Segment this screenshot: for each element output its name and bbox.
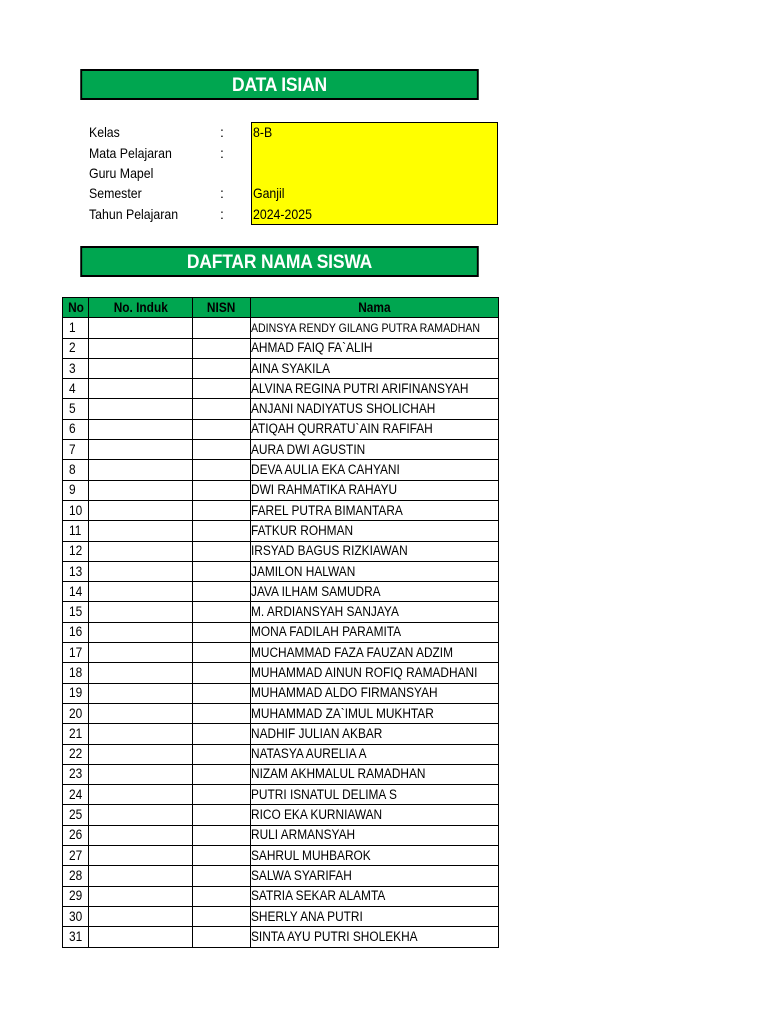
nama-cell: JAMILON HALWAN <box>251 561 499 581</box>
no-induk-cell[interactable] <box>89 399 193 419</box>
nisn-cell[interactable] <box>193 825 251 845</box>
nama-cell: FATKUR ROHMAN <box>251 521 499 541</box>
table-row <box>63 379 499 399</box>
daftar-nama-siswa-title: DAFTAR NAMA SISWA <box>186 252 373 273</box>
nisn-cell[interactable] <box>193 358 251 378</box>
table-row <box>63 663 499 683</box>
nisn-cell[interactable] <box>193 927 251 947</box>
nisn-cell[interactable] <box>193 419 251 439</box>
row-number: 17 <box>63 643 89 663</box>
daftar-nama-siswa-banner <box>80 246 478 277</box>
table-row <box>63 927 499 947</box>
table-header-row <box>63 298 499 318</box>
nama-cell: AINA SYAKILA <box>251 358 499 378</box>
no-induk-cell[interactable] <box>89 379 193 399</box>
row-number: 24 <box>63 785 89 805</box>
no-induk-cell[interactable] <box>89 622 193 642</box>
nisn-cell[interactable] <box>193 379 251 399</box>
table-row <box>63 764 499 784</box>
no-induk-cell[interactable] <box>89 440 193 460</box>
no-induk-cell[interactable] <box>89 521 193 541</box>
header-nama: Nama <box>251 298 499 318</box>
table-row <box>63 541 499 561</box>
nama-cell: SALWA SYARIFAH <box>251 866 499 886</box>
nisn-cell[interactable] <box>193 764 251 784</box>
nisn-cell[interactable] <box>193 440 251 460</box>
row-number: 8 <box>63 460 89 480</box>
nisn-cell[interactable] <box>193 866 251 886</box>
no-induk-cell[interactable] <box>89 358 193 378</box>
nama-cell: M. ARDIANSYAH SANJAYA <box>251 602 499 622</box>
nama-cell: IRSYAD BAGUS RIZKIAWAN <box>251 541 499 561</box>
no-induk-cell[interactable] <box>89 643 193 663</box>
no-induk-cell[interactable] <box>89 561 193 581</box>
nisn-cell[interactable] <box>193 561 251 581</box>
nisn-cell[interactable] <box>193 399 251 419</box>
no-induk-cell[interactable] <box>89 703 193 723</box>
nama-cell: ADINSYA RENDY GILANG PUTRA RAMADHAN <box>251 318 499 338</box>
table-row <box>63 318 499 338</box>
row-number: 28 <box>63 866 89 886</box>
header-no-induk: No. Induk <box>89 298 193 318</box>
nama-cell: RULI ARMANSYAH <box>251 825 499 845</box>
table-row <box>63 460 499 480</box>
nama-cell: ALVINA REGINA PUTRI ARIFINANSYAH <box>251 379 499 399</box>
row-number: 19 <box>63 683 89 703</box>
nisn-cell[interactable] <box>193 460 251 480</box>
row-number: 18 <box>63 663 89 683</box>
semester-label: Semester <box>89 185 142 201</box>
semester-value[interactable]: Ganjil <box>253 185 285 201</box>
table-row <box>63 785 499 805</box>
nisn-cell[interactable] <box>193 602 251 622</box>
table-row <box>63 886 499 906</box>
nisn-cell[interactable] <box>193 500 251 520</box>
row-number: 14 <box>63 582 89 602</box>
no-induk-cell[interactable] <box>89 663 193 683</box>
no-induk-cell[interactable] <box>89 582 193 602</box>
nama-cell: AHMAD FAIQ FA`ALIH <box>251 338 499 358</box>
nisn-cell[interactable] <box>193 703 251 723</box>
table-row <box>63 440 499 460</box>
table-row <box>63 582 499 602</box>
nisn-cell[interactable] <box>193 886 251 906</box>
nama-cell: ANJANI NADIYATUS SHOLICHAH <box>251 399 499 419</box>
table-row <box>63 643 499 663</box>
no-induk-cell[interactable] <box>89 500 193 520</box>
table-row <box>63 399 499 419</box>
nisn-cell[interactable] <box>193 805 251 825</box>
nama-cell: SATRIA SEKAR ALAMTA <box>251 886 499 906</box>
header-no: No <box>63 298 89 318</box>
tahun-label: Tahun Pelajaran <box>89 206 179 222</box>
no-induk-cell[interactable] <box>89 480 193 500</box>
kelas-value[interactable]: 8-B <box>253 124 273 140</box>
row-number: 15 <box>63 602 89 622</box>
nisn-cell[interactable] <box>193 724 251 744</box>
nisn-cell[interactable] <box>193 744 251 764</box>
data-isian-title: DATA ISIAN <box>232 75 327 96</box>
nama-cell: PUTRI ISNATUL DELIMA S <box>251 785 499 805</box>
row-number: 3 <box>63 358 89 378</box>
table-row <box>63 419 499 439</box>
header-nisn: NISN <box>193 298 251 318</box>
row-number: 5 <box>63 399 89 419</box>
nisn-cell[interactable] <box>193 541 251 561</box>
table-row <box>63 602 499 622</box>
row-number: 29 <box>63 886 89 906</box>
nama-cell: MUHAMMAD ZA`IMUL MUKHTAR <box>251 703 499 723</box>
table-row <box>63 480 499 500</box>
row-number: 13 <box>63 561 89 581</box>
row-number: 22 <box>63 744 89 764</box>
mapel-colon: : <box>220 145 224 161</box>
row-number: 7 <box>63 440 89 460</box>
nisn-cell[interactable] <box>193 643 251 663</box>
row-number: 20 <box>63 703 89 723</box>
table-row <box>63 338 499 358</box>
row-number: 30 <box>63 906 89 926</box>
no-induk-cell[interactable] <box>89 846 193 866</box>
tahun-colon: : <box>220 206 224 222</box>
nisn-cell[interactable] <box>193 683 251 703</box>
table-row <box>63 866 499 886</box>
no-induk-cell[interactable] <box>89 318 193 338</box>
data-isian-banner <box>80 69 478 100</box>
nama-cell: SAHRUL MUHBAROK <box>251 846 499 866</box>
row-number: 4 <box>63 379 89 399</box>
row-number: 10 <box>63 500 89 520</box>
mapel-label: Mata Pelajaran <box>89 145 172 161</box>
table-row <box>63 683 499 703</box>
row-number: 12 <box>63 541 89 561</box>
row-number: 26 <box>63 825 89 845</box>
no-induk-cell[interactable] <box>89 683 193 703</box>
nama-cell: MONA FADILAH PARAMITA <box>251 622 499 642</box>
table-row <box>63 500 499 520</box>
no-induk-cell[interactable] <box>89 825 193 845</box>
nama-cell: ATIQAH QURRATU`AIN RAFIFAH <box>251 419 499 439</box>
no-induk-cell[interactable] <box>89 866 193 886</box>
nama-cell: DWI RAHMATIKA RAHAYU <box>251 480 499 500</box>
row-number: 21 <box>63 724 89 744</box>
table-row <box>63 805 499 825</box>
nama-cell: MUHAMMAD AINUN ROFIQ RAMADHANI <box>251 663 499 683</box>
table-row <box>63 906 499 926</box>
row-number: 16 <box>63 622 89 642</box>
row-number: 27 <box>63 846 89 866</box>
no-induk-cell[interactable] <box>89 744 193 764</box>
row-number: 1 <box>63 318 89 338</box>
nama-cell: SHERLY ANA PUTRI <box>251 906 499 926</box>
nama-cell: MUCHAMMAD FAZA FAUZAN ADZIM <box>251 643 499 663</box>
nama-cell: AURA DWI AGUSTIN <box>251 440 499 460</box>
no-induk-cell[interactable] <box>89 764 193 784</box>
nama-cell: NADHIF JULIAN AKBAR <box>251 724 499 744</box>
nama-cell: FAREL PUTRA BIMANTARA <box>251 500 499 520</box>
tahun-value[interactable]: 2024-2025 <box>253 206 312 222</box>
table-row <box>63 521 499 541</box>
kelas-colon: : <box>220 124 224 140</box>
table-row <box>63 744 499 764</box>
nisn-cell[interactable] <box>193 663 251 683</box>
guru-label: Guru Mapel <box>89 165 154 181</box>
row-number: 11 <box>63 521 89 541</box>
nisn-cell[interactable] <box>193 480 251 500</box>
no-induk-cell[interactable] <box>89 602 193 622</box>
student-table <box>62 297 499 948</box>
row-number: 2 <box>63 338 89 358</box>
nama-cell: RICO EKA KURNIAWAN <box>251 805 499 825</box>
table-row <box>63 724 499 744</box>
nama-cell: NATASYA AURELIA A <box>251 744 499 764</box>
nisn-cell[interactable] <box>193 846 251 866</box>
table-row <box>63 561 499 581</box>
no-induk-cell[interactable] <box>89 927 193 947</box>
no-induk-cell[interactable] <box>89 338 193 358</box>
nisn-cell[interactable] <box>193 318 251 338</box>
table-row <box>63 358 499 378</box>
nisn-cell[interactable] <box>193 906 251 926</box>
no-induk-cell[interactable] <box>89 541 193 561</box>
no-induk-cell[interactable] <box>89 805 193 825</box>
nama-cell: NIZAM AKHMALUL RAMADHAN <box>251 764 499 784</box>
nama-cell: MUHAMMAD ALDO FIRMANSYAH <box>251 683 499 703</box>
nisn-cell[interactable] <box>193 521 251 541</box>
nama-cell: SINTA AYU PUTRI SHOLEKHA <box>251 927 499 947</box>
nama-cell: JAVA ILHAM SAMUDRA <box>251 582 499 602</box>
nisn-cell[interactable] <box>193 338 251 358</box>
table-row <box>63 846 499 866</box>
row-number: 23 <box>63 764 89 784</box>
table-row <box>63 703 499 723</box>
row-number: 31 <box>63 927 89 947</box>
no-induk-cell[interactable] <box>89 460 193 480</box>
nisn-cell[interactable] <box>193 582 251 602</box>
nama-cell: DEVA AULIA EKA CAHYANI <box>251 460 499 480</box>
no-induk-cell[interactable] <box>89 886 193 906</box>
kelas-label: Kelas <box>89 124 120 140</box>
table-row <box>63 622 499 642</box>
no-induk-cell[interactable] <box>89 724 193 744</box>
row-number: 6 <box>63 419 89 439</box>
no-induk-cell[interactable] <box>89 419 193 439</box>
no-induk-cell[interactable] <box>89 785 193 805</box>
row-number: 9 <box>63 480 89 500</box>
no-induk-cell[interactable] <box>89 906 193 926</box>
nisn-cell[interactable] <box>193 785 251 805</box>
table-row <box>63 825 499 845</box>
nisn-cell[interactable] <box>193 622 251 642</box>
semester-colon: : <box>220 185 224 201</box>
row-number: 25 <box>63 805 89 825</box>
